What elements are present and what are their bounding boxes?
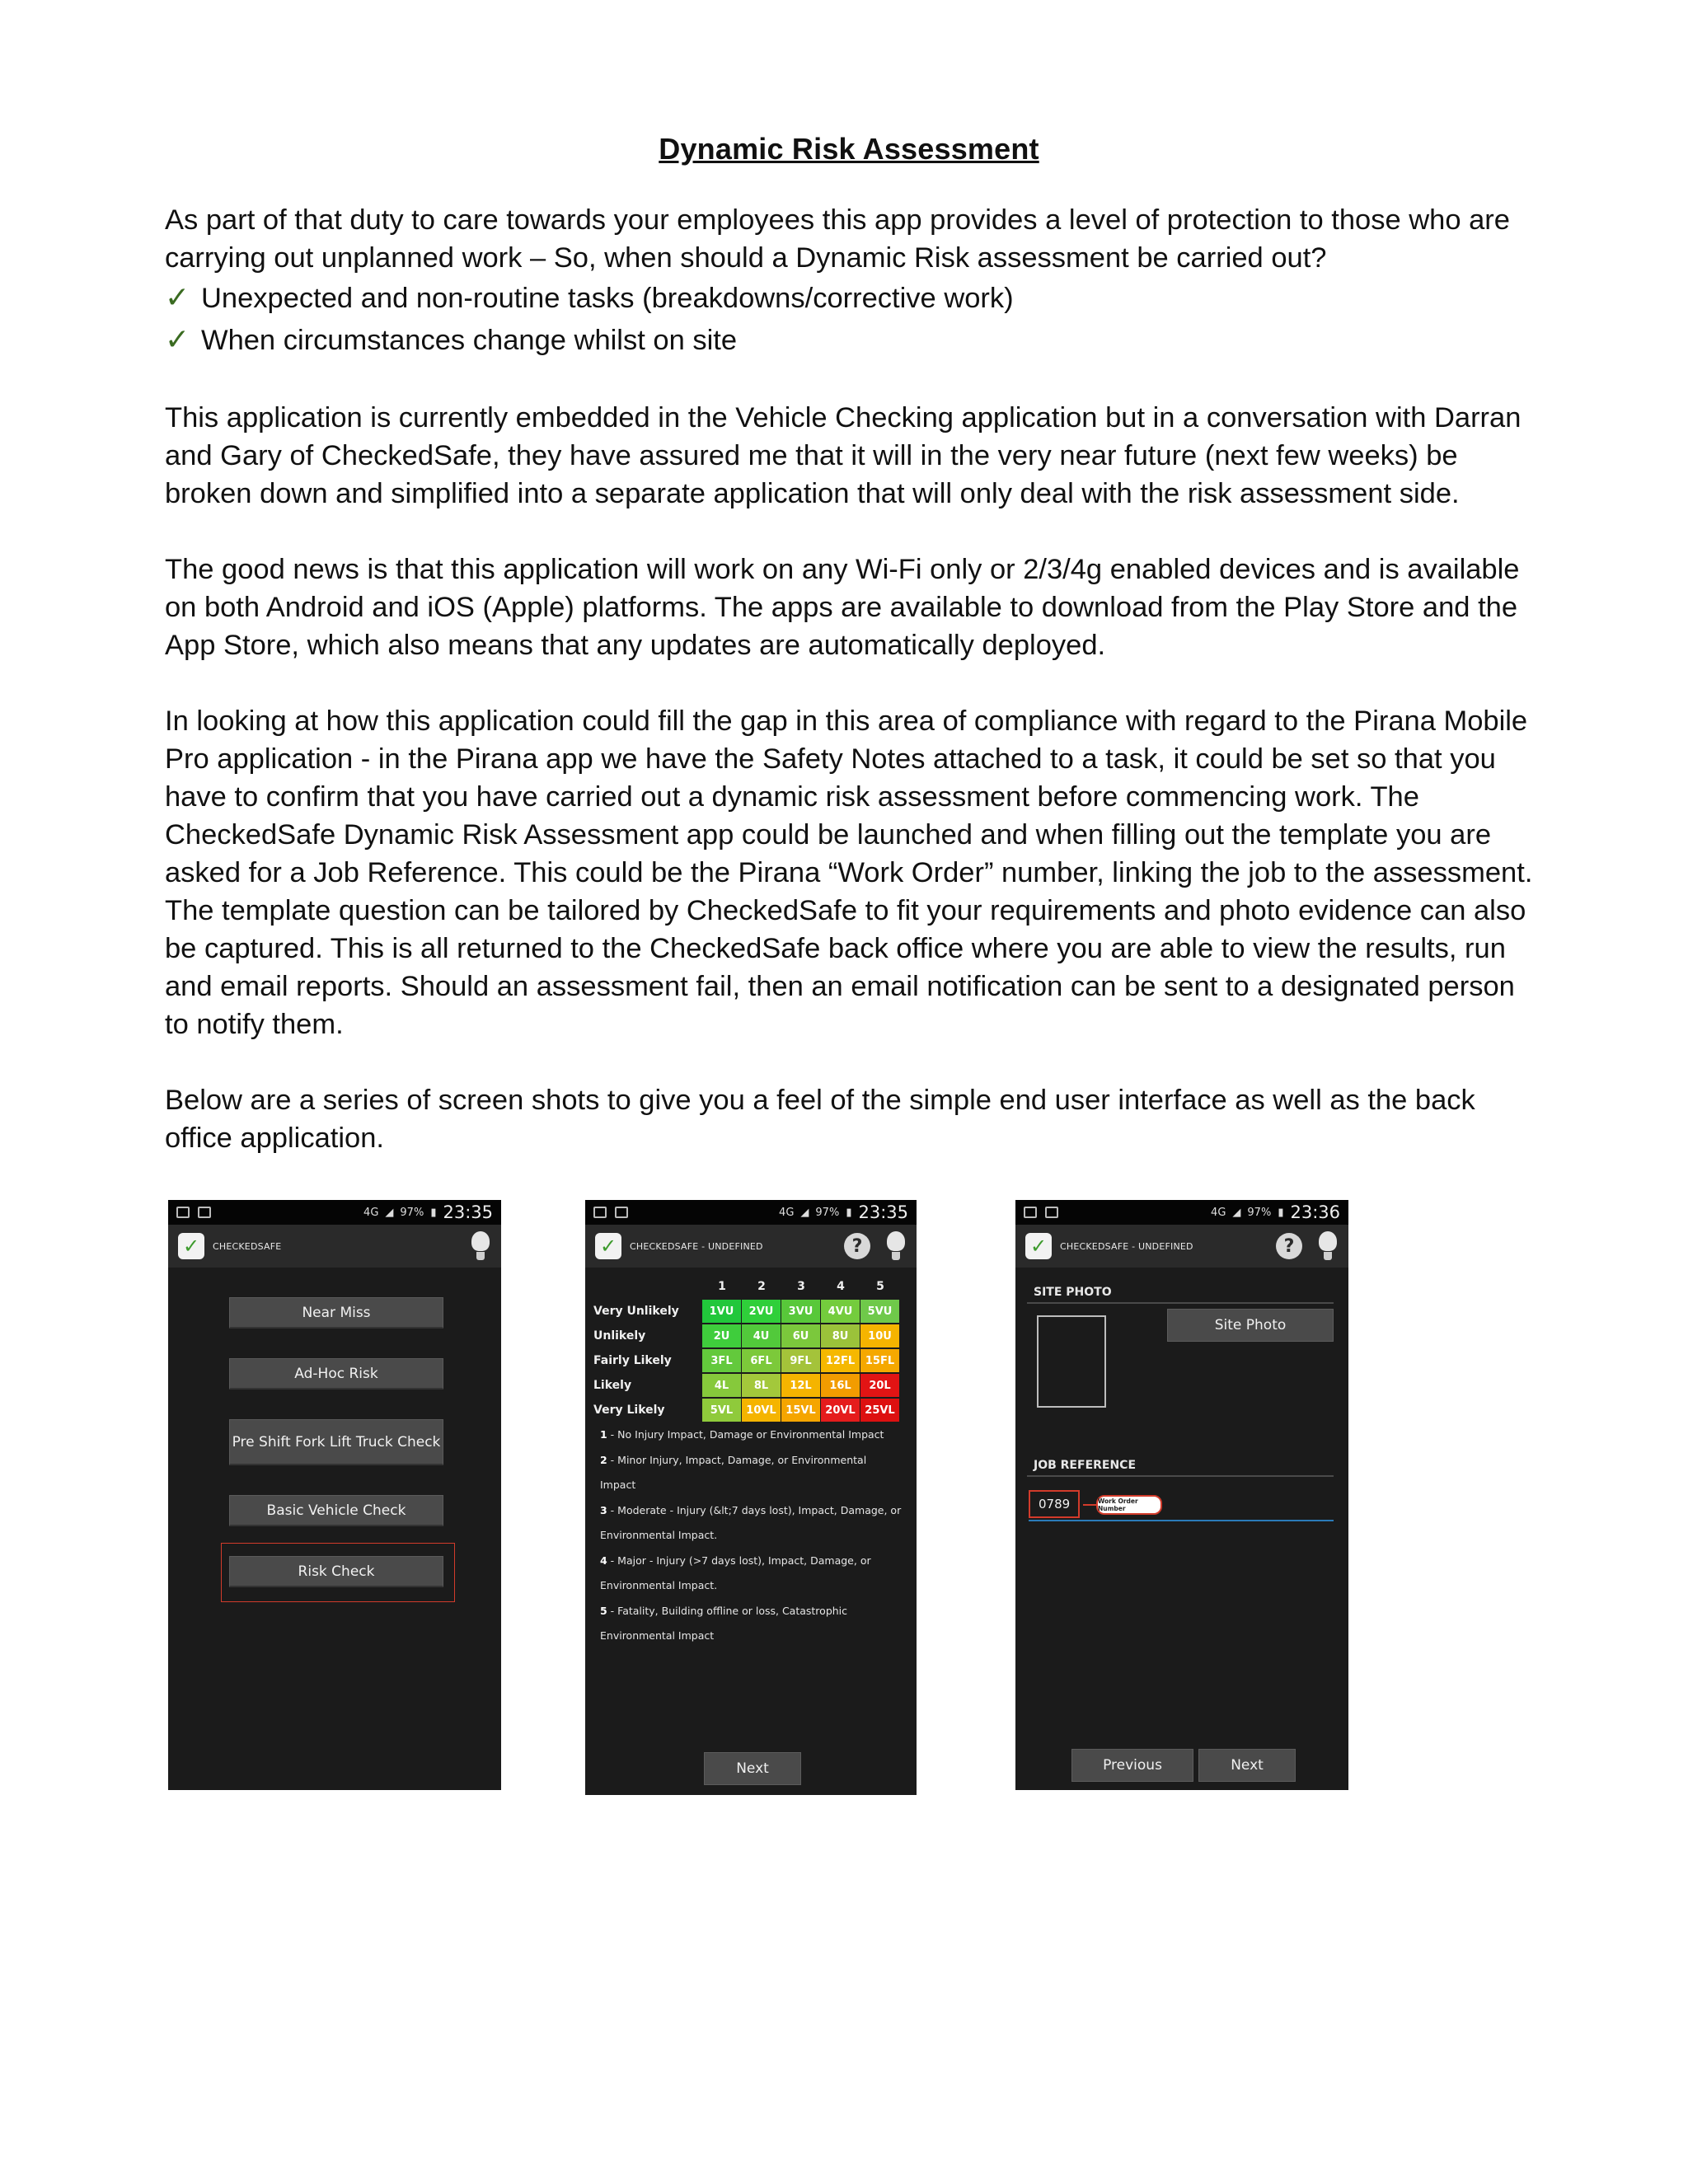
battery-level: 97%	[1247, 1206, 1272, 1219]
severity-legend	[600, 1422, 905, 1649]
matrix-column-header: 5	[876, 1280, 884, 1293]
legend-item: 3 - Moderate - Injury (&lt;7 days lost), Impact, Damage, or Environmental Impact.	[600, 1503, 902, 1541]
battery-icon: ▮	[1278, 1206, 1284, 1219]
risk-score-cell: 6U	[781, 1324, 820, 1347]
status-bar	[1015, 1200, 1348, 1225]
mail-icon	[198, 1207, 211, 1218]
lightbulb-icon[interactable]	[1319, 1231, 1337, 1261]
network-indicator: 4G	[363, 1206, 379, 1219]
paragraph-pirana-integration: In looking at how this application could fill the gap in this area of compliance with regard to the Pirana Mobile Pro application - in the Pirana app we have the Safety Notes attached to a task, it could be set so that you have to confirm that you have carried out a dynamic risk assessment before commencing work. The CheckedSafe Dynamic Risk Assessment app could be launched and when filling out the template you are asked for a Job Reference. This could be the Pirana “Work Order” number, linking the job to the assessment. The template question can be tailored by CheckedSafe to fit your requirements and photo evidence can also be captured. This is all returned to the CheckedSafe back office where you are able to view the results, run and email reports. Should an assessment fail, then an email notification can be sent to a designated person to notify them.	[165, 705, 1533, 1040]
checklist	[165, 277, 1533, 361]
risk-score-cell: 5VL	[702, 1399, 741, 1422]
checkmark-icon: ✓	[165, 280, 190, 314]
risk-score-cell: 3VU	[781, 1300, 820, 1323]
risk-score-cell: 8L	[742, 1374, 781, 1397]
checkedsafe-logo-icon: ✓	[595, 1233, 621, 1259]
risk-matrix-row	[593, 1398, 900, 1422]
risk-score-cell: 12FL	[821, 1349, 860, 1372]
risk-score-cell: 3FL	[702, 1349, 741, 1372]
paragraph-screenshots-intro: Below are a series of screen shots to give you a feel of the simple end user interface as well as the back office application.	[165, 1085, 1475, 1154]
intro-paragraph: As part of that duty to care towards your employees this app provides a level of protection to those who are carrying out unplanned work – So, when should a Dynamic Risk assessment be carried out?	[165, 204, 1510, 274]
clock: 23:35	[858, 1202, 908, 1222]
risk-score-cell: 16L	[821, 1374, 860, 1397]
section-divider	[1027, 1475, 1334, 1477]
next-button[interactable]: Next	[704, 1752, 801, 1785]
checkedsafe-logo-icon: ✓	[1025, 1233, 1052, 1259]
risk-score-cell: 15FL	[860, 1349, 899, 1372]
input-underline	[1029, 1520, 1334, 1521]
likelihood-label: Fairly Likely	[593, 1354, 672, 1367]
help-icon[interactable]: ?	[1276, 1233, 1302, 1259]
paragraph-embedded-app: This application is currently embedded in the Vehicle Checking application but in a conversation with Darran and Gary of CheckedSafe, they have assured me that it will in the very near future (next few weeks) be broken down and simplified into a separate application that will only deal with the risk assessment side.	[165, 402, 1522, 509]
risk-score-cell: 8U	[821, 1324, 860, 1347]
work-order-callout: Work Order Number	[1096, 1495, 1162, 1515]
risk-score-cell: 9FL	[781, 1349, 820, 1372]
risk-matrix-row	[593, 1348, 900, 1373]
risk-score-cell: 20VL	[821, 1399, 860, 1422]
ad-hoc-risk-button[interactable]: Ad-Hoc Risk	[229, 1358, 443, 1390]
battery-level: 97%	[815, 1206, 840, 1219]
risk-matrix-row	[593, 1324, 900, 1348]
legend-item: 4 - Major - Injury (>7 days lost), Impact, Damage, or Environmental Impact.	[600, 1554, 871, 1591]
site-photo-thumbnail[interactable]	[1037, 1315, 1106, 1408]
checkedsafe-logo-icon: ✓	[178, 1233, 204, 1259]
checklist-item	[165, 319, 1533, 361]
risk-matrix	[593, 1274, 900, 1422]
likelihood-label: Very Likely	[593, 1404, 665, 1417]
matrix-column-header: 2	[757, 1280, 766, 1293]
phone-screenshot-menu	[168, 1200, 501, 1790]
notification-icon	[176, 1207, 190, 1218]
likelihood-label: Likely	[593, 1379, 632, 1392]
risk-matrix-header	[593, 1274, 900, 1299]
risk-score-cell: 10U	[860, 1324, 899, 1347]
previous-button[interactable]: Previous	[1071, 1749, 1193, 1782]
lightbulb-icon[interactable]	[471, 1231, 490, 1261]
app-title: CHECKEDSAFE - UNDEFINED	[630, 1240, 763, 1252]
battery-icon: ▮	[846, 1206, 852, 1219]
signal-icon: ◢	[800, 1206, 809, 1219]
status-bar	[585, 1200, 917, 1225]
matrix-column-header: 1	[718, 1280, 726, 1293]
site-photo-button[interactable]: Site Photo	[1167, 1309, 1334, 1342]
risk-score-cell: 4VU	[821, 1300, 860, 1323]
matrix-column-header: 3	[797, 1280, 805, 1293]
risk-score-cell: 20L	[860, 1374, 899, 1397]
lightbulb-icon[interactable]	[887, 1231, 905, 1261]
phone-screenshot-job-reference	[1015, 1200, 1348, 1790]
risk-score-cell: 2VU	[742, 1300, 781, 1323]
risk-score-cell: 4U	[742, 1324, 781, 1347]
risk-score-cell: 12L	[781, 1374, 820, 1397]
checklist-item-text: Unexpected and non-routine tasks (breakdowns/corrective work)	[201, 283, 1014, 314]
risk-matrix-row	[593, 1373, 900, 1398]
battery-icon: ▮	[430, 1206, 437, 1219]
risk-score-cell: 15VL	[781, 1399, 820, 1422]
signal-icon: ◢	[1232, 1206, 1241, 1219]
action-bar	[168, 1225, 501, 1268]
checklist-item-text: When circumstances change whilst on site	[201, 325, 738, 356]
legend-item: 2 - Minor Injury, Impact, Damage, or Environmental Impact	[600, 1453, 867, 1491]
help-icon[interactable]: ?	[844, 1233, 870, 1259]
risk-score-cell: 6FL	[742, 1349, 781, 1372]
fork-lift-check-button[interactable]: Pre Shift Fork Lift Truck Check	[229, 1419, 443, 1465]
network-indicator: 4G	[1211, 1206, 1226, 1219]
risk-score-cell: 10VL	[742, 1399, 781, 1422]
notification-icon	[593, 1207, 607, 1218]
likelihood-label: Very Unlikely	[593, 1305, 679, 1318]
basic-vehicle-check-button[interactable]: Basic Vehicle Check	[229, 1495, 443, 1526]
checklist-item	[165, 277, 1533, 319]
likelihood-label: Unlikely	[593, 1329, 646, 1343]
risk-score-cell: 5VU	[860, 1300, 899, 1323]
next-button[interactable]: Next	[1198, 1749, 1296, 1782]
section-divider	[1027, 1302, 1334, 1304]
document-title: Dynamic Risk Assessment	[659, 132, 1039, 166]
job-reference-input[interactable]: 0789	[1029, 1490, 1080, 1518]
risk-matrix-row	[593, 1299, 900, 1324]
signal-icon: ◢	[385, 1206, 394, 1219]
risk-score-cell: 1VU	[702, 1300, 741, 1323]
paragraph-platforms: The good news is that this application will work on any Wi-Fi only or 2/3/4g enabled devices and is available on both Android and iOS (Apple) platforms. The apps are available to download from the Play Store and the App Store, which also means that any updates are automatically deployed.	[165, 554, 1520, 661]
clock: 23:36	[1290, 1202, 1340, 1222]
mail-icon	[1045, 1207, 1058, 1218]
battery-level: 97%	[400, 1206, 424, 1219]
action-bar	[585, 1225, 917, 1268]
near-miss-button[interactable]: Near Miss	[229, 1297, 443, 1329]
site-photo-label: SITE PHOTO	[1034, 1286, 1112, 1299]
clock: 23:35	[443, 1202, 493, 1222]
phone-screenshot-risk-matrix	[585, 1200, 917, 1795]
document-body	[165, 132, 1533, 1195]
risk-score-cell: 4L	[702, 1374, 741, 1397]
risk-score-cell: 25VL	[860, 1399, 899, 1422]
risk-check-button[interactable]: Risk Check	[229, 1556, 443, 1587]
mail-icon	[615, 1207, 628, 1218]
job-reference-label: JOB REFERENCE	[1034, 1459, 1137, 1472]
legend-item: 5 - Fatality, Building offline or loss, Catastrophic Environmental Impact	[600, 1604, 848, 1642]
risk-score-cell: 2U	[702, 1324, 741, 1347]
action-bar	[1015, 1225, 1348, 1268]
matrix-column-header: 4	[837, 1280, 845, 1293]
legend-item: 1 - No Injury Impact, Damage or Environmental Impact	[600, 1428, 884, 1441]
app-title: CHECKEDSAFE - UNDEFINED	[1060, 1240, 1193, 1252]
network-indicator: 4G	[779, 1206, 795, 1219]
app-title: CHECKEDSAFE	[213, 1240, 282, 1252]
notification-icon	[1024, 1207, 1037, 1218]
status-bar	[168, 1200, 501, 1225]
checkmark-icon: ✓	[165, 322, 190, 356]
